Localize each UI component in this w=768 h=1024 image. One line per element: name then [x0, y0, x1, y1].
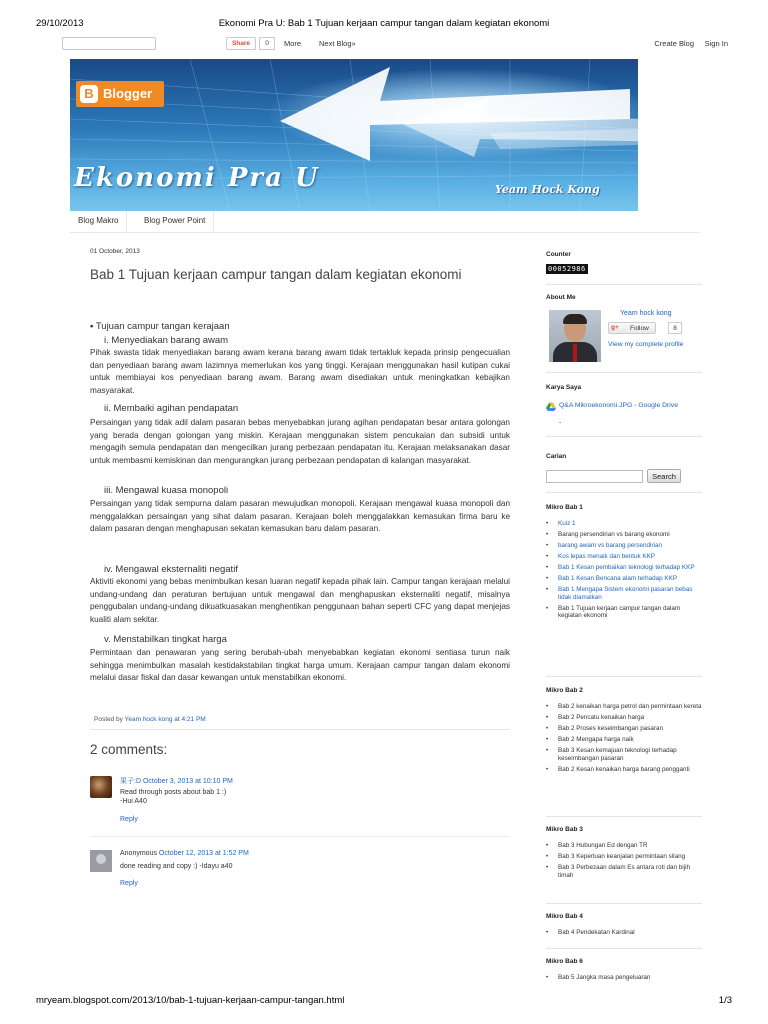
divider [546, 948, 702, 949]
divider [546, 436, 702, 437]
list-item[interactable]: • barang awam vs barang persendirian [546, 542, 702, 550]
view-profile-link[interactable]: View my complete profile [608, 341, 684, 348]
print-page-title: Ekonomi Pra U: Bab 1 Tujuan kerjaan campur tangan dalam kegiatan ekonomi [218, 18, 550, 29]
about-me-heading: About Me [546, 294, 576, 301]
list-item[interactable]: • Kuiz 1 [546, 520, 702, 528]
comment-meta [120, 850, 249, 857]
comment-date-link[interactable]: October 3, 2013 at 10:10 PM [142, 778, 233, 785]
blogger-navbar [62, 37, 732, 51]
comments-heading: 2 comments: [90, 742, 168, 757]
divider [90, 836, 510, 837]
sign-in-link[interactable]: Sign In [704, 39, 728, 48]
list-item[interactable]: • Bab 1 Kesan Bencana alam terhadap KKP [546, 575, 702, 583]
divider [546, 903, 702, 904]
list-item[interactable]: • Bab 2 Pencatu kenaikan harga [546, 714, 702, 722]
avatar[interactable] [90, 776, 112, 798]
follow-label: Follow [630, 325, 649, 332]
post-intro-heading: ▪ Tujuan campur tangan kerajaan [90, 321, 230, 332]
page-tabs [70, 211, 700, 233]
carian-heading: Carian [546, 453, 567, 460]
print-url: mryeam.blogspot.com/2013/10/bab-1-tujuan-kerjaan-campur-tangan.html [36, 995, 345, 1006]
list-item[interactable]: • Bab 2 kenaikan harga petrol dan permintaan kereta [546, 703, 702, 711]
google-drive-icon [546, 402, 556, 412]
mikro-bab-3-heading: Mikro Bab 3 [546, 826, 583, 833]
follower-count: 8 [668, 322, 682, 334]
print-date: 29/10/2013 [36, 18, 84, 29]
more-link[interactable]: More [284, 39, 302, 48]
search-button[interactable]: Search [647, 469, 681, 483]
tab-blog-makro[interactable]: Blog Makro [70, 211, 127, 232]
drive-file-link[interactable]: Q&A Mikroekonomi.JPG - Google Drive [559, 402, 678, 409]
mikro-bab-3-list [546, 842, 702, 883]
profile-photo[interactable] [549, 310, 601, 362]
mikro-bab-4-heading: Mikro Bab 4 [546, 913, 583, 920]
section-title: iv. Mengawal eksternaliti negatif [104, 564, 238, 575]
reply-link[interactable]: Reply [120, 816, 138, 823]
print-footer [36, 995, 732, 1007]
sidebar-search-input[interactable] [546, 470, 643, 483]
visitor-counter: 00052986 [548, 265, 586, 273]
list-item[interactable]: • Barang persendirian vs barang ekonomi [546, 531, 702, 539]
post-footer [94, 716, 206, 723]
blogger-b-icon: B [80, 85, 98, 103]
banner-author: Yeam Hock Kong [495, 183, 600, 196]
list-item[interactable]: • Bab 1 Mengapa Sistem ekonomi pasaran bebas tidak diamalkan [546, 586, 702, 601]
mikro-bab-2-list [546, 703, 702, 777]
list-item[interactable]: • Kos lepas menaik dan bentuk KKP [546, 553, 702, 561]
print-header [36, 18, 732, 30]
google-plus-icon: g+ [611, 324, 619, 331]
print-page-number: 1/3 [718, 995, 732, 1006]
divider [546, 492, 702, 493]
create-blog-link[interactable]: Create Blog [654, 39, 694, 48]
tab-blog-power-point[interactable]: Blog Power Point [136, 211, 214, 232]
blog-title[interactable]: Ekonomi Pra U [74, 163, 320, 193]
section-title: iii. Mengawal kuasa monopoli [104, 485, 229, 496]
section-text: Persaingan yang tidak adil dalam pasaran bebas menyebabkan jurang agihan pendapatan besar antara golongan yang berada dengan golongan yang miskin. Kerajaan menggunakan sistem pencukaian dan subsidi untuk mengagih semula pendapatan dan mengecilkan jurang perbezaan pendapatan itu. Kerajaan melaksanakan dasar untuk membasmi kemiskinan dan mengurangkan jurang perbezaan pendapatan di kalangan masyarakat. [90, 418, 510, 465]
karya-saya-heading: Karya Saya [546, 384, 582, 391]
list-item[interactable]: • Bab 2 Kesan kenaikan harga barang pengganti [546, 766, 702, 774]
counter-heading: Counter [546, 251, 571, 258]
divider [546, 284, 702, 285]
posted-at-label: at [174, 716, 180, 723]
list-item[interactable]: • Bab 3 Hubungan Ed dengan TR [546, 842, 702, 850]
section-text: Aktiviti ekonomi yang bebas menimbulkan kesan luaran negatif kepada pihak lain. Campur tangan kerajaan melalui undang-undang dan peraturan bertujuan untuk mengawal dan menghapuskan eksternaliti negatif, misalnya penggubalan undang-undang dikuatkuasakan menghentikan penggunaan bahan seperti CFC yang dapat menjejas kualiti alam sekitar. [90, 577, 510, 624]
mikro-bab-1-list [546, 520, 702, 623]
comment-text: done reading and copy :) -Idayu a40 [120, 863, 233, 870]
list-item[interactable]: • Bab 4 Pendekatan Kardinal [546, 929, 702, 937]
comment-date-link[interactable]: October 12, 2013 at 1:52 PM [158, 850, 249, 857]
list-item[interactable]: • Bab 5 Jangka masa pengeluaran [546, 974, 702, 982]
post-author-link[interactable]: Yeam hock kong [124, 716, 173, 723]
post-date: 01 October, 2013 [90, 248, 140, 255]
list-item[interactable]: • Bab 3 Keperluan keanjalan permintaan silang [546, 853, 702, 861]
list-item[interactable]: • Bab 2 Mengapa harga naik [546, 736, 702, 744]
section-text: Persaingan yang tidak sempurna dalam pasaran mewujudkan monopoli. Kerajaan mengawal kuasa monopoli dan menggalakkan persaingan yang sihat dalam pasaran. Kerajaan boleh menggalakkan kemasukan firma baru ke dalam pasaran dengan menghapusan sekatan kemasukan baru dalam pasaran. [90, 499, 510, 533]
reply-link[interactable]: Reply [120, 880, 138, 887]
comment-text: Read through posts about bab 1 :) -Hui A40 [120, 789, 227, 805]
posted-by-label: Posted by [94, 716, 123, 723]
mikro-bab-2-heading: Mikro Bab 2 [546, 687, 583, 694]
avatar[interactable] [90, 850, 112, 872]
comment-author: Anonymous [120, 850, 157, 857]
list-item[interactable]: • Bab 3 Kesan kemajuan teknologi terhadap keseimbangan pasaran [546, 747, 702, 762]
post-title[interactable]: Bab 1 Tujuan kerjaan campur tangan dalam kegiatan ekonomi [90, 267, 462, 282]
blogger-logo[interactable] [76, 81, 164, 107]
mikro-bab-4-list [546, 929, 702, 940]
blogger-logo-text: Blogger [103, 86, 153, 101]
blog-header-banner[interactable] [70, 59, 638, 211]
navbar-search-input[interactable] [62, 37, 156, 50]
comment-author-link[interactable]: 果子:D [120, 778, 141, 785]
list-item[interactable]: • Bab 1 Tujuan kerjaan campur tangan dalam kegiatan ekonomi [546, 605, 702, 620]
drive-dash: - [559, 419, 562, 426]
section-title: ii. Membaiki agihan pendapatan [104, 403, 239, 414]
divider [546, 816, 702, 817]
section-title: i. Menyediakan barang awam [104, 335, 229, 346]
mikro-bab-6-list [546, 974, 702, 985]
section-title: v. Menstabilkan tingkat harga [104, 634, 227, 645]
mikro-bab-1-heading: Mikro Bab 1 [546, 504, 583, 511]
list-item[interactable]: • Bab 3 Perbezaan dalam Es antara roti dan bijih timah [546, 864, 702, 879]
list-item[interactable]: • Bab 1 Kesan pembaikan teknologi terhadap KKP [546, 564, 702, 572]
follow-button[interactable] [608, 322, 656, 334]
profile-name-link[interactable]: Yeam hock kong [620, 310, 672, 317]
share-count: 0 [259, 37, 275, 50]
divider [90, 729, 510, 730]
list-item[interactable]: • Bab 2 Proses keseimbangan pasaran [546, 725, 702, 733]
section-text: Permintaan dan penawaran yang sering berubah-ubah menyebabkan kegiatan ekonomi sentiasa turun naik sehingga menimbulkan masalah kestidakstabilan tingkat harga umum. Kerajaan campur tangan dalam ekonomi melalui dasar fiskal dan dasar kewangan untuk menstabilkan ekonomi. [90, 648, 510, 682]
mikro-bab-6-heading: Mikro Bab 6 [546, 958, 583, 965]
comment-meta [120, 776, 233, 786]
post-time-link[interactable]: 4:21 PM [181, 716, 206, 723]
section-text: Pihak swasta tidak menyediakan barang awam kerana barang awam tidak tertakluk kepada prinsip pengecualian dan penyediaan barang awam lazimnya memerlukan kos yang tinggi. Kerajaan menggunakan hasil kutipan cukai untuk membiayai kos penyediaan barang awam. Barang awam disediakan untuk meningkatkan kebajikan masyarakat. [90, 348, 510, 395]
divider [546, 372, 702, 373]
share-button[interactable]: Share [226, 37, 256, 50]
divider [546, 676, 702, 677]
next-blog-link[interactable]: Next Blog» [319, 39, 356, 48]
